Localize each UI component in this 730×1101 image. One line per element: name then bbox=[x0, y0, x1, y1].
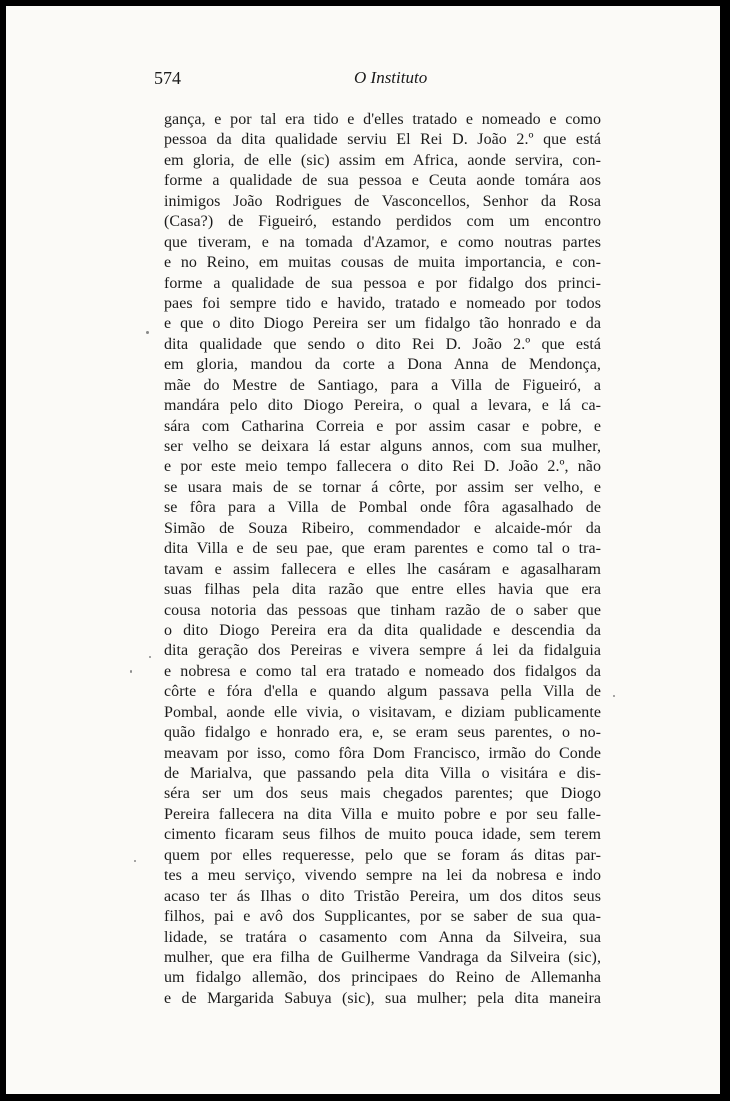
text-line: côrte e fóra d'ella e quando algum passava pella Villa de bbox=[164, 683, 601, 701]
text-line: o dito Diogo Pereira era da dita qualidade e descendia da bbox=[164, 621, 601, 639]
text-line: mandára pelo dito Diogo Pereira, o qual a levara, e lá ca- bbox=[164, 397, 601, 415]
text-line: gança, e por tal era tido e d'elles tratado e nomeado e como bbox=[164, 111, 601, 128]
text-line: e que o dito Diogo Pereira ser um fidalgo tão honrado e da bbox=[164, 315, 601, 333]
text-line: mulher, que era filha de Guilherme Vandraga da Silveira (sic), bbox=[164, 948, 601, 966]
paper-speck bbox=[134, 860, 136, 862]
text-line: em gloria, mandou da corte a Dona Anna de Mendonça, bbox=[164, 356, 601, 374]
page-header bbox=[154, 68, 594, 94]
text-line: se usara mais de se tornar á côrte, por assim ser velho, e bbox=[164, 478, 601, 496]
text-line: dita Villa e de seu pae, que eram parentes e como tal o tra- bbox=[164, 540, 601, 558]
body-text bbox=[164, 110, 601, 1009]
book-page bbox=[6, 6, 720, 1094]
text-line: quem por elles requeresse, pelo que se foram ás ditas par- bbox=[164, 846, 601, 864]
text-line: lidade, se tratára o casamento com Anna da Silveira, sua bbox=[164, 928, 601, 946]
text-line: de Marialva, que passando pela dita Villa o visitára e dis- bbox=[164, 765, 601, 782]
text-line: (Casa?) de Figueiró, estando perdidos com um encontro bbox=[164, 213, 601, 231]
text-line: acaso ter ás Ilhas o dito Tristão Pereira, um dos ditos seus bbox=[164, 887, 601, 905]
text-line: mãe do Mestre de Santiago, para a Villa de Figueiró, a bbox=[164, 376, 601, 394]
text-line: meavam por isso, como fôra Dom Francisco, irmão do Conde bbox=[164, 744, 601, 762]
paper-speck bbox=[149, 656, 151, 658]
text-line: Pereira fallecera na dita Villa e muito pobre e por seu falle- bbox=[164, 805, 601, 823]
paper-speck bbox=[146, 331, 149, 334]
page-number: 574 bbox=[154, 68, 181, 88]
text-line: Simão de Souza Ribeiro, commendador e alcaide-mór da bbox=[164, 519, 601, 537]
text-line: se fôra para a Villa de Pombal onde fôra agasalhado de bbox=[164, 499, 601, 517]
text-line: em gloria, de elle (sic) assim em Africa, aonde servira, con- bbox=[164, 151, 601, 169]
text-line: suas filhas pela dita razão que entre elles havia que era bbox=[164, 581, 601, 599]
paper-speck bbox=[613, 695, 615, 697]
text-line: um fidalgo allemão, dos principaes do Reino de Allemanha bbox=[164, 969, 601, 987]
text-line: paes foi sempre tido e havido, tratado e nomeado por todos bbox=[164, 294, 601, 312]
text-line: dita qualidade que sendo o dito Rei D. João 2.º que está bbox=[164, 335, 601, 353]
text-line: tes a meu serviço, vivendo sempre na lei da nobresa e indo bbox=[164, 867, 601, 885]
text-line: séra ser um dos seus mais chegados parentes; que Diogo bbox=[164, 785, 601, 803]
running-title: O Instituto bbox=[354, 68, 428, 87]
text-line: sára com Catharina Correia e por assim casar e pobre, e bbox=[164, 417, 601, 435]
text-line: e no Reino, em muitas cousas de muita importancia, e con- bbox=[164, 254, 601, 272]
text-line: e de Margarida Sabuya (sic), sua mulher; pela dita maneira bbox=[164, 989, 601, 1007]
text-line: quão fidalgo e honrado era, e, se eram seus parentes, o no- bbox=[164, 724, 601, 742]
text-line: que tiveram, e na tomada d'Azamor, e como noutras partes bbox=[164, 233, 601, 251]
text-line: e por este meio tempo fallecera o dito Rei D. João 2.º, não bbox=[164, 458, 601, 476]
text-line: cimento ficaram seus filhos de muito pouca idade, sem terem bbox=[164, 826, 601, 844]
text-line: tavam e assim fallecera e elles lhe casáram e agasalharam bbox=[164, 560, 601, 578]
text-line: inimigos João Rodrigues de Vasconcellos, Senhor da Rosa bbox=[164, 192, 601, 210]
text-line: forme a qualidade de sua pessoa e por fidalgo dos princi- bbox=[164, 274, 601, 292]
text-line: pessoa da dita qualidade serviu El Rei D. João 2.º que está bbox=[164, 131, 601, 149]
text-line: dita geração dos Pereiras e vivera sempre á lei da fidalguia bbox=[164, 642, 601, 660]
text-line: filhos, pai e avô dos Supplicantes, por se saber de sua qua- bbox=[164, 908, 601, 926]
text-line: forme a qualidade de sua pessoa e Ceuta aonde tomára aos bbox=[164, 172, 601, 190]
text-line: e nobresa e como tal era tratado e nomeado dos fidalgos da bbox=[164, 662, 601, 680]
text-line: Pombal, aonde elle vivia, o visitavam, e diziam publicamente bbox=[164, 703, 601, 721]
text-line: ser velho se deixara lá estar alguns annos, com sua mulher, bbox=[164, 438, 601, 455]
text-line: cousa notoria das pessoas que tinham razão de o saber que bbox=[164, 601, 601, 619]
paper-speck bbox=[130, 670, 132, 673]
